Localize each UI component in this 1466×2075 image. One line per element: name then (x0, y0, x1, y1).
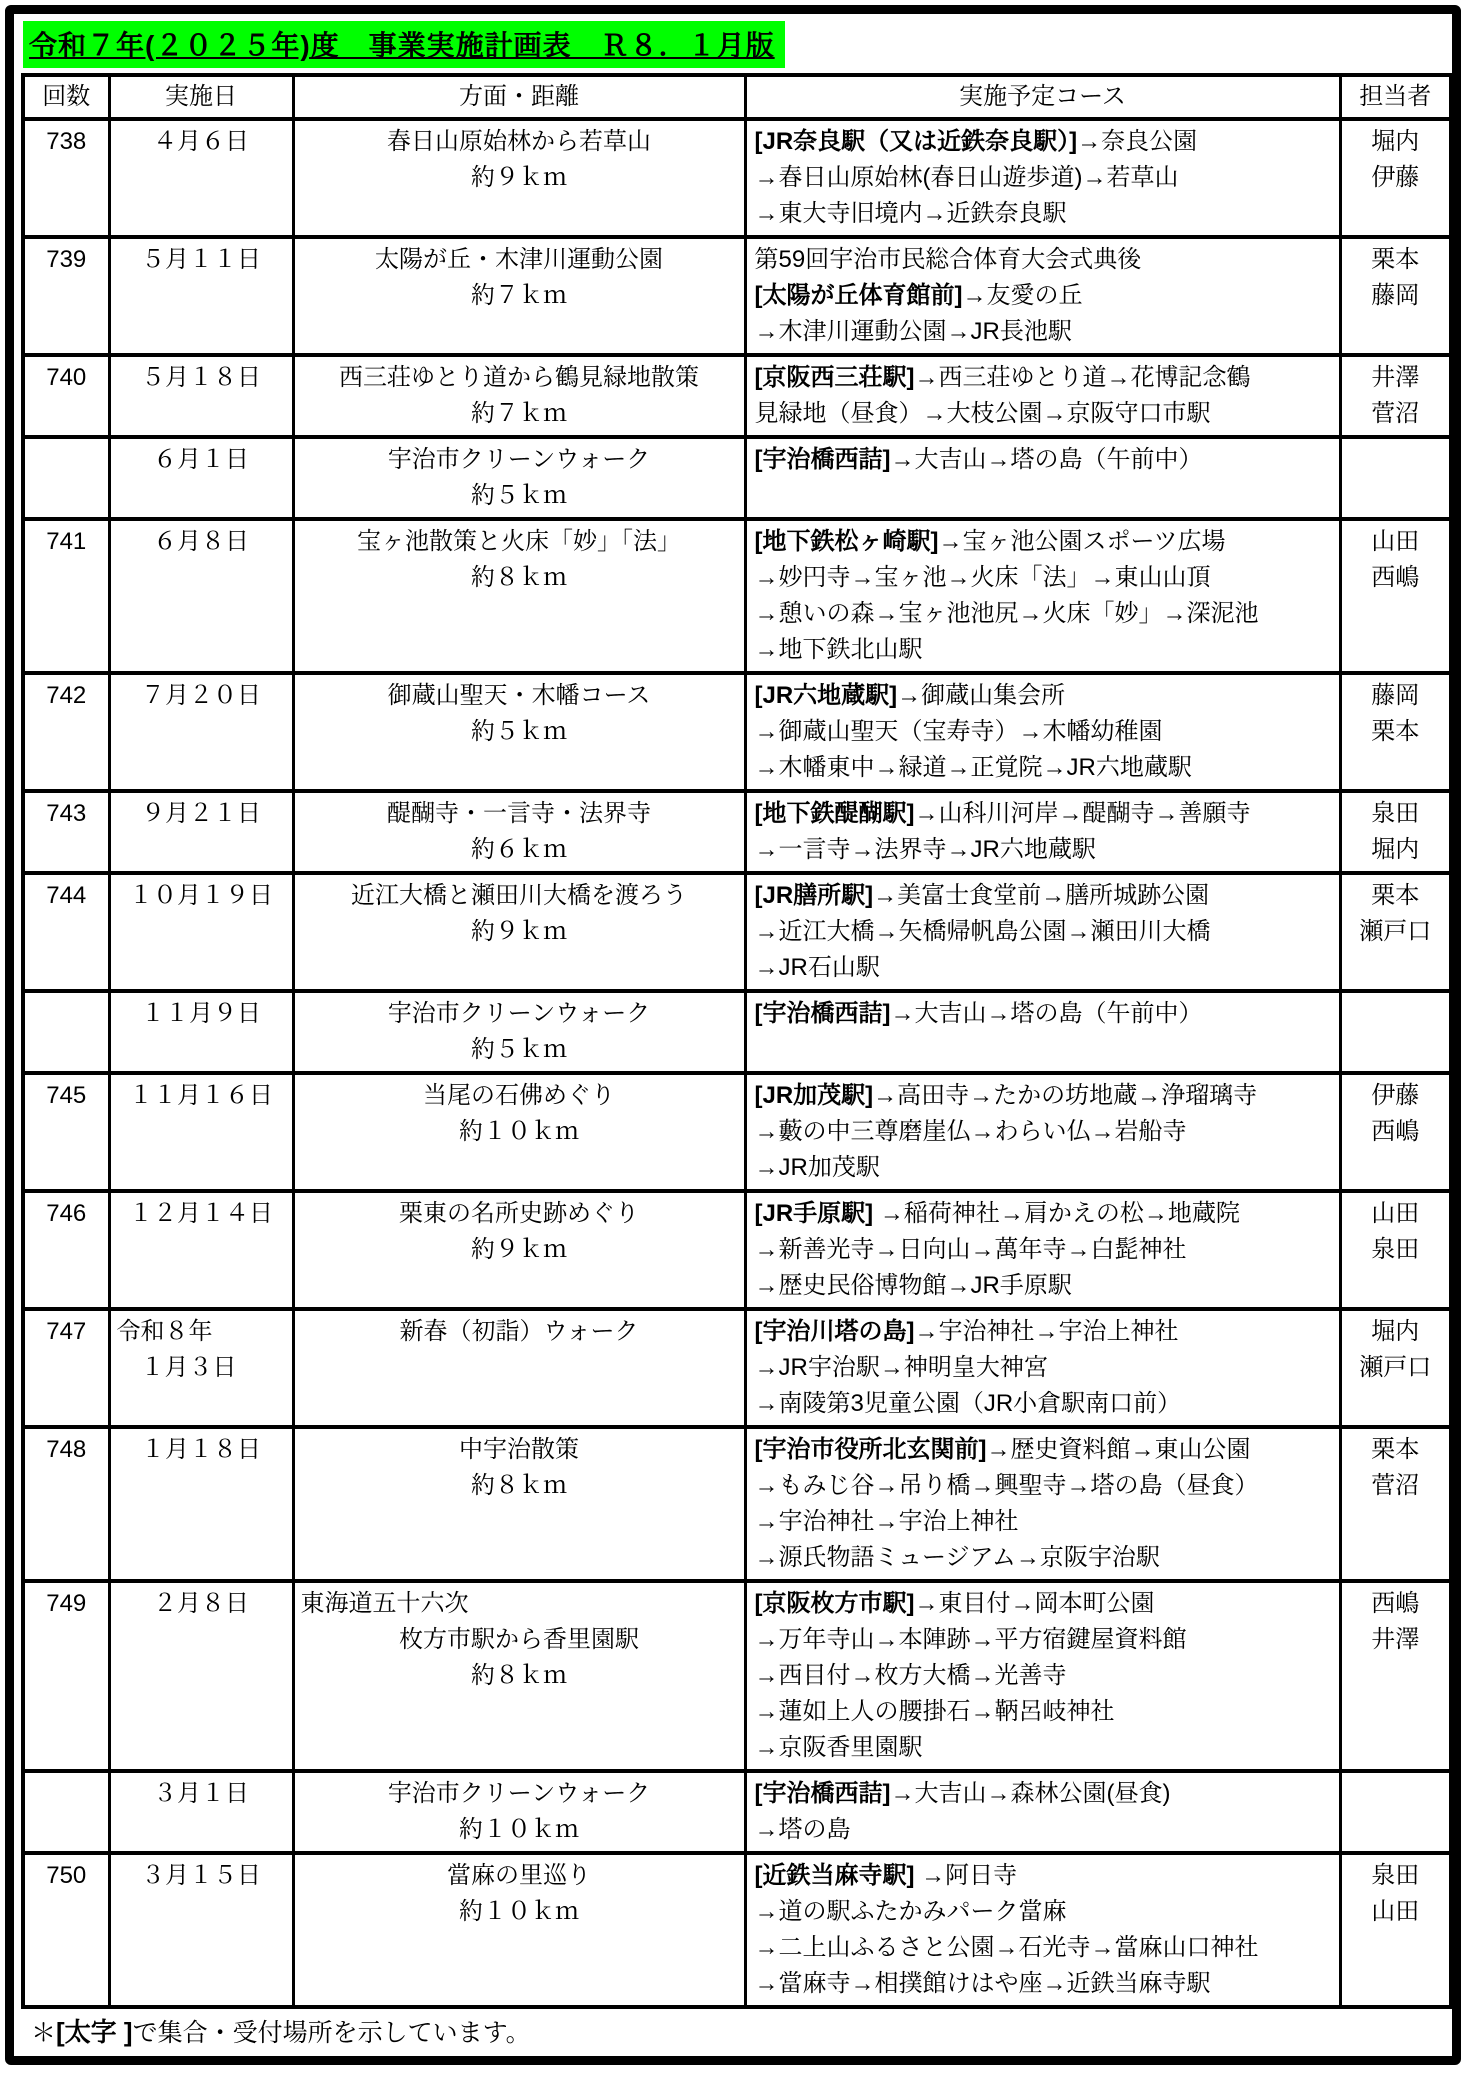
course-line: →憩いの森→宝ヶ池池尻→火床「妙」→深泥池 (754, 600, 1259, 627)
course-line: 第59回宇治市民総合体育大会式典後 (754, 246, 1142, 273)
course-line: →万年寺山→本陣跡→平方宿鍵屋資料館 (754, 1626, 1187, 1653)
page-title: 令和７年(２０２５年)度 事業実施計画表 Ｒ８．１月版 (23, 21, 785, 68)
meeting-point: [JR手原駅] (754, 1200, 874, 1227)
course-line: [宇治市役所北玄関前]→歴史資料館→東山公園 (754, 1436, 1251, 1463)
staff-cell (1340, 437, 1451, 519)
course-cell (745, 519, 1340, 673)
staff-cell (1340, 1853, 1451, 2007)
staff-cell (1340, 1073, 1451, 1191)
staff-name: 栗本 (1371, 246, 1420, 273)
area-line: 太陽が丘・木津川運動公園 (375, 246, 663, 273)
staff-cell (1340, 1427, 1451, 1581)
course-line: →妙円寺→宝ヶ池→火床「法」→東山山頂 (754, 564, 1211, 591)
course-line: →塔の島 (754, 1816, 851, 1843)
area-line: 約５ｋｍ (471, 482, 567, 509)
course-cell (745, 1853, 1340, 2007)
course-cell (745, 1581, 1340, 1771)
meeting-point: [近鉄当麻寺駅] (754, 1862, 915, 1889)
area-distance-cell (293, 673, 745, 791)
course-line: [JR手原駅] →稲荷神社→肩かえの松→地蔵院 (754, 1200, 1240, 1227)
date-cell (109, 519, 293, 673)
date-line: ３月１５日 (141, 1862, 261, 1889)
date-line: １月１８日 (141, 1436, 261, 1463)
course-line: [太陽が丘体育館前]→友愛の丘 (754, 282, 1083, 309)
header-row (23, 75, 1451, 119)
course-line: →東大寺旧境内→近鉄奈良駅 (754, 200, 1067, 227)
area-distance-cell (293, 119, 745, 237)
course-line: →當麻寺→相撲館けはや座→近鉄当麻寺駅 (754, 1970, 1211, 1997)
row-number-cell: 739 (23, 237, 109, 355)
date-line: ３月１日 (153, 1780, 249, 1807)
date-line: ９月２１日 (141, 800, 261, 827)
footnote-text: で集合・受付場所を示しています。 (132, 2019, 531, 2047)
table-row (23, 119, 1451, 237)
area-distance-cell (293, 791, 745, 873)
date-line: ５月１１日 (141, 246, 261, 273)
area-distance-cell (293, 1073, 745, 1191)
table-row (23, 237, 1451, 355)
course-line: →地下鉄北山駅 (754, 636, 923, 663)
schedule-body (23, 119, 1451, 2007)
area-line: 約９ｋｍ (471, 164, 567, 191)
area-line: 当尾の石佛めぐり (423, 1082, 615, 1109)
course-line: →新善光寺→日向山→萬年寺→白髭神社 (754, 1236, 1187, 1263)
row-number-cell: 744 (23, 873, 109, 991)
row-number-cell (23, 1771, 109, 1853)
course-cell (745, 1427, 1340, 1581)
area-line: 宇治市クリーンウォーク (387, 446, 651, 473)
course-line: [近鉄当麻寺駅] →阿日寺 (754, 1862, 1018, 1889)
date-cell (109, 1073, 293, 1191)
table-row (23, 519, 1451, 673)
staff-name: 泉田 (1371, 800, 1420, 827)
course-cell (745, 1073, 1340, 1191)
row-number-cell: 746 (23, 1191, 109, 1309)
area-line: 西三荘ゆとり道から鶴見緑地散策 (339, 364, 699, 391)
area-line: 宇治市クリーンウォーク (387, 1000, 651, 1027)
meeting-point: [太陽が丘体育館前] (754, 282, 963, 309)
meeting-point: [宇治橋西詰] (754, 1780, 891, 1807)
course-line: →木津川運動公園→JR長池駅 (754, 318, 1072, 345)
course-line: [宇治川塔の島]→宇治神社→宇治上神社 (754, 1318, 1179, 1345)
course-line: →南陵第3児童公園（JR小倉駅南口前） (754, 1390, 1182, 1417)
date-cell (109, 673, 293, 791)
date-cell (109, 1309, 293, 1427)
table-row (23, 355, 1451, 437)
area-line: 約８ｋｍ (471, 564, 567, 591)
schedule-table (21, 73, 1453, 2009)
course-line: →京阪香里園駅 (754, 1734, 923, 1761)
course-line: →もみじ谷→吊り橋→興聖寺→塔の島（昼食） (754, 1472, 1259, 1499)
row-number-cell: 749 (23, 1581, 109, 1771)
staff-name: 栗本 (1371, 718, 1420, 745)
area-distance-cell (293, 991, 745, 1073)
course-cell (745, 1771, 1340, 1853)
staff-name: 栗本 (1371, 1436, 1420, 1463)
course-line: →春日山原始林(春日山遊歩道)→若草山 (754, 164, 1179, 191)
staff-name: 伊藤 (1371, 1082, 1420, 1109)
date-line: ２月８日 (153, 1590, 249, 1617)
course-cell (745, 673, 1340, 791)
course-cell (745, 791, 1340, 873)
area-line: 當麻の里巡り (447, 1862, 591, 1889)
course-line: [京阪西三荘駅]→西三荘ゆとり道→花博記念鶴 (754, 364, 1251, 391)
area-distance-cell (293, 1309, 745, 1427)
staff-name: 井澤 (1371, 364, 1420, 391)
schedule-header (23, 75, 1451, 119)
area-distance-cell (293, 1191, 745, 1309)
date-cell (109, 237, 293, 355)
staff-name: 瀬戸口 (1359, 918, 1432, 945)
row-number-cell: 748 (23, 1427, 109, 1581)
staff-cell (1340, 1191, 1451, 1309)
meeting-point: [JR膳所駅] (754, 882, 874, 909)
area-distance-cell (293, 519, 745, 673)
area-distance-cell (293, 237, 745, 355)
row-number-cell (23, 991, 109, 1073)
date-line: ６月１日 (153, 446, 249, 473)
date-cell (109, 1771, 293, 1853)
date-cell (109, 1581, 293, 1771)
staff-cell (1340, 237, 1451, 355)
page-frame (5, 5, 1461, 2065)
meeting-point: [JR奈良駅（又は近鉄奈良駅）] (754, 128, 1078, 155)
staff-cell (1340, 1309, 1451, 1427)
course-line: →御蔵山聖天（宝寿寺）→木幡幼稚園 (754, 718, 1163, 745)
meeting-point: [京阪枚方市駅] (754, 1590, 915, 1617)
course-line: →近江大橋→矢橋帰帆島公園→瀬田川大橋 (754, 918, 1211, 945)
area-line: 枚方市駅から香里園駅 (399, 1626, 639, 1653)
date-line: １１月９日 (141, 1000, 261, 1027)
row-number-cell: 747 (23, 1309, 109, 1427)
meeting-point: [宇治川塔の島] (754, 1318, 915, 1345)
meeting-point: [JR加茂駅] (754, 1082, 874, 1109)
course-cell (745, 119, 1340, 237)
area-line: 約６ｋｍ (471, 836, 567, 863)
meeting-point: [宇治市役所北玄関前] (754, 1436, 987, 1463)
course-line: [宇治橋西詰]→大吉山→塔の島（午前中） (754, 1000, 1203, 1027)
staff-name: 藤岡 (1371, 282, 1420, 309)
table-row (23, 1309, 1451, 1427)
date-line: ７月２０日 (141, 682, 261, 709)
table-row (23, 1427, 1451, 1581)
course-line: →歴史民俗博物館→JR手原駅 (754, 1272, 1072, 1299)
course-cell (745, 237, 1340, 355)
area-line: 中宇治散策 (459, 1436, 579, 1463)
meeting-point: [京阪西三荘駅] (754, 364, 915, 391)
staff-name: 菅沼 (1371, 1472, 1420, 1499)
area-line: 約１０ｋｍ (459, 1118, 579, 1145)
row-number-cell: 738 (23, 119, 109, 237)
date-line: ４月６日 (153, 128, 249, 155)
course-line: →JR宇治駅→神明皇大神宮 (754, 1354, 1048, 1381)
area-line: 東海道五十六次 (300, 1590, 469, 1617)
area-distance-cell (293, 873, 745, 991)
table-row (23, 673, 1451, 791)
staff-name: 堀内 (1371, 128, 1420, 155)
staff-name: 堀内 (1371, 1318, 1420, 1345)
area-line: 約７ｋｍ (471, 400, 567, 427)
row-number-cell: 745 (23, 1073, 109, 1191)
course-cell (745, 1191, 1340, 1309)
course-line: [JR奈良駅（又は近鉄奈良駅）]→奈良公園 (754, 128, 1198, 155)
course-line: [地下鉄松ヶ崎駅]→宝ヶ池公園スポーツ広場 (754, 528, 1226, 555)
course-line: →藪の中三尊磨崖仏→わらい仏→岩船寺 (754, 1118, 1187, 1145)
header-staff: 担当者 (1340, 75, 1451, 119)
table-row (23, 791, 1451, 873)
date-line: １０月１９日 (129, 882, 273, 909)
meeting-point: [宇治橋西詰] (754, 446, 891, 473)
staff-name: 西嶋 (1371, 1118, 1420, 1145)
course-line: →二上山ふるさと公園→石光寺→當麻山口神社 (754, 1934, 1259, 1961)
staff-cell (1340, 991, 1451, 1073)
staff-name: 山田 (1371, 1898, 1420, 1925)
table-row (23, 1191, 1451, 1309)
date-cell (109, 873, 293, 991)
area-line: 約９ｋｍ (471, 918, 567, 945)
staff-cell (1340, 519, 1451, 673)
area-distance-cell (293, 1771, 745, 1853)
table-row (23, 1853, 1451, 2007)
date-line: １１月１６日 (129, 1082, 273, 1109)
footnote (21, 2009, 1445, 2055)
course-line: →宇治神社→宇治上神社 (754, 1508, 1019, 1535)
staff-cell (1340, 355, 1451, 437)
date-line: 令和８年 (116, 1318, 213, 1345)
staff-cell (1340, 1771, 1451, 1853)
course-line: [京阪枚方市駅]→東目付→岡本町公園 (754, 1590, 1155, 1617)
staff-name: 瀬戸口 (1359, 1354, 1432, 1381)
staff-name: 西嶋 (1371, 564, 1420, 591)
row-number-cell (23, 437, 109, 519)
date-cell (109, 1853, 293, 2007)
header-date: 実施日 (109, 75, 293, 119)
area-line: 約５ｋｍ (471, 1036, 567, 1063)
area-line: 御蔵山聖天・木幡コース (387, 682, 651, 709)
row-number-cell: 743 (23, 791, 109, 873)
meeting-point: [地下鉄醍醐駅] (754, 800, 915, 827)
table-row (23, 1581, 1451, 1771)
course-line: →一言寺→法界寺→JR六地蔵駅 (754, 836, 1096, 863)
course-line: →源氏物語ミュージアム→京阪宇治駅 (754, 1544, 1160, 1571)
meeting-point: [宇治橋西詰] (754, 1000, 891, 1027)
area-distance-cell (293, 1581, 745, 1771)
meeting-point: [地下鉄松ヶ崎駅] (754, 528, 939, 555)
area-line: 約１０ｋｍ (459, 1898, 579, 1925)
date-cell (109, 1427, 293, 1581)
area-line: 宇治市クリーンウォーク (387, 1780, 651, 1807)
course-line: →木幡東中→緑道→正覚院→JR六地蔵駅 (754, 754, 1192, 781)
footnote-bold-sample: [太字 ] (56, 2017, 133, 2047)
staff-name: 山田 (1371, 528, 1420, 555)
staff-name: 菅沼 (1371, 400, 1420, 427)
course-line: [JR膳所駅]→美富士食堂前→膳所城跡公園 (754, 882, 1210, 909)
area-distance-cell (293, 355, 745, 437)
staff-cell (1340, 673, 1451, 791)
table-row (23, 991, 1451, 1073)
area-line: 約１０ｋｍ (459, 1816, 579, 1843)
course-line: [JR六地蔵駅]→御蔵山集会所 (754, 682, 1066, 709)
date-cell (109, 791, 293, 873)
course-cell (745, 873, 1340, 991)
area-line: 約９ｋｍ (471, 1236, 567, 1263)
staff-name: 井澤 (1371, 1626, 1420, 1653)
date-cell (109, 437, 293, 519)
footnote-asterisk: ＊ (31, 2019, 57, 2047)
header-count: 回数 (23, 75, 109, 119)
header-course: 実施予定コース (745, 75, 1340, 119)
course-line: →JR石山駅 (754, 954, 880, 981)
table-row (23, 437, 1451, 519)
course-line: [JR加茂駅]→高田寺→たかの坊地蔵→浄瑠璃寺 (754, 1082, 1258, 1109)
area-distance-cell (293, 1427, 745, 1581)
course-line: 見緑地（昼食）→大枝公園→京阪守口市駅 (754, 400, 1211, 427)
staff-name: 泉田 (1371, 1236, 1420, 1263)
staff-name: 泉田 (1371, 1862, 1420, 1889)
area-line: 醍醐寺・一言寺・法界寺 (387, 800, 651, 827)
course-line: [宇治橋西詰]→大吉山→森林公園(昼食) (754, 1780, 1171, 1807)
course-line: →西目付→枚方大橋→光善寺 (754, 1662, 1067, 1689)
row-number-cell: 740 (23, 355, 109, 437)
area-distance-cell (293, 437, 745, 519)
row-number-cell: 750 (23, 1853, 109, 2007)
date-cell (109, 991, 293, 1073)
row-number-cell: 742 (23, 673, 109, 791)
course-cell (745, 1309, 1340, 1427)
date-cell (109, 119, 293, 237)
course-line: →蓮如上人の腰掛石→鞆呂岐神社 (754, 1698, 1115, 1725)
staff-name: 栗本 (1371, 882, 1420, 909)
staff-name: 西嶋 (1371, 1590, 1420, 1617)
course-line: [宇治橋西詰]→大吉山→塔の島（午前中） (754, 446, 1203, 473)
course-line: [地下鉄醍醐駅]→山科川河岸→醍醐寺→善願寺 (754, 800, 1251, 827)
area-line: 春日山原始林から若草山 (387, 128, 651, 155)
date-line: ５月１８日 (141, 364, 261, 391)
date-line: １２月１４日 (129, 1200, 273, 1227)
staff-name: 堀内 (1371, 836, 1420, 863)
table-row (23, 1771, 1451, 1853)
date-cell (109, 1191, 293, 1309)
area-line: 新春（初詣）ウォーク (399, 1318, 639, 1345)
staff-cell (1340, 791, 1451, 873)
course-line: →道の駅ふたかみパーク當麻 (754, 1898, 1067, 1925)
meeting-point: [JR六地蔵駅] (754, 682, 898, 709)
staff-cell (1340, 1581, 1451, 1771)
course-cell (745, 991, 1340, 1073)
area-line: 約５ｋｍ (471, 718, 567, 745)
area-line: 約８ｋｍ (471, 1472, 567, 1499)
area-line: 約８ｋｍ (471, 1662, 567, 1689)
header-area: 方面・距離 (293, 75, 745, 119)
course-cell (745, 437, 1340, 519)
date-cell (109, 355, 293, 437)
staff-cell (1340, 873, 1451, 991)
area-distance-cell (293, 1853, 745, 2007)
area-line: 宝ヶ池散策と火床「妙」「法」 (357, 528, 681, 555)
date-line: ６月８日 (153, 528, 249, 555)
course-line: →JR加茂駅 (754, 1154, 880, 1181)
area-line: 近江大橋と瀬田川大橋を渡ろう (351, 882, 687, 909)
table-row (23, 873, 1451, 991)
area-line: 栗東の名所史跡めぐり (399, 1200, 639, 1227)
staff-name: 藤岡 (1371, 682, 1420, 709)
row-number-cell: 741 (23, 519, 109, 673)
staff-name: 山田 (1371, 1200, 1420, 1227)
table-row (23, 1073, 1451, 1191)
course-cell (745, 355, 1340, 437)
area-line: 約７ｋｍ (471, 282, 567, 309)
staff-name: 伊藤 (1371, 164, 1420, 191)
staff-cell (1340, 119, 1451, 237)
date-line: １月３日 (116, 1354, 237, 1381)
